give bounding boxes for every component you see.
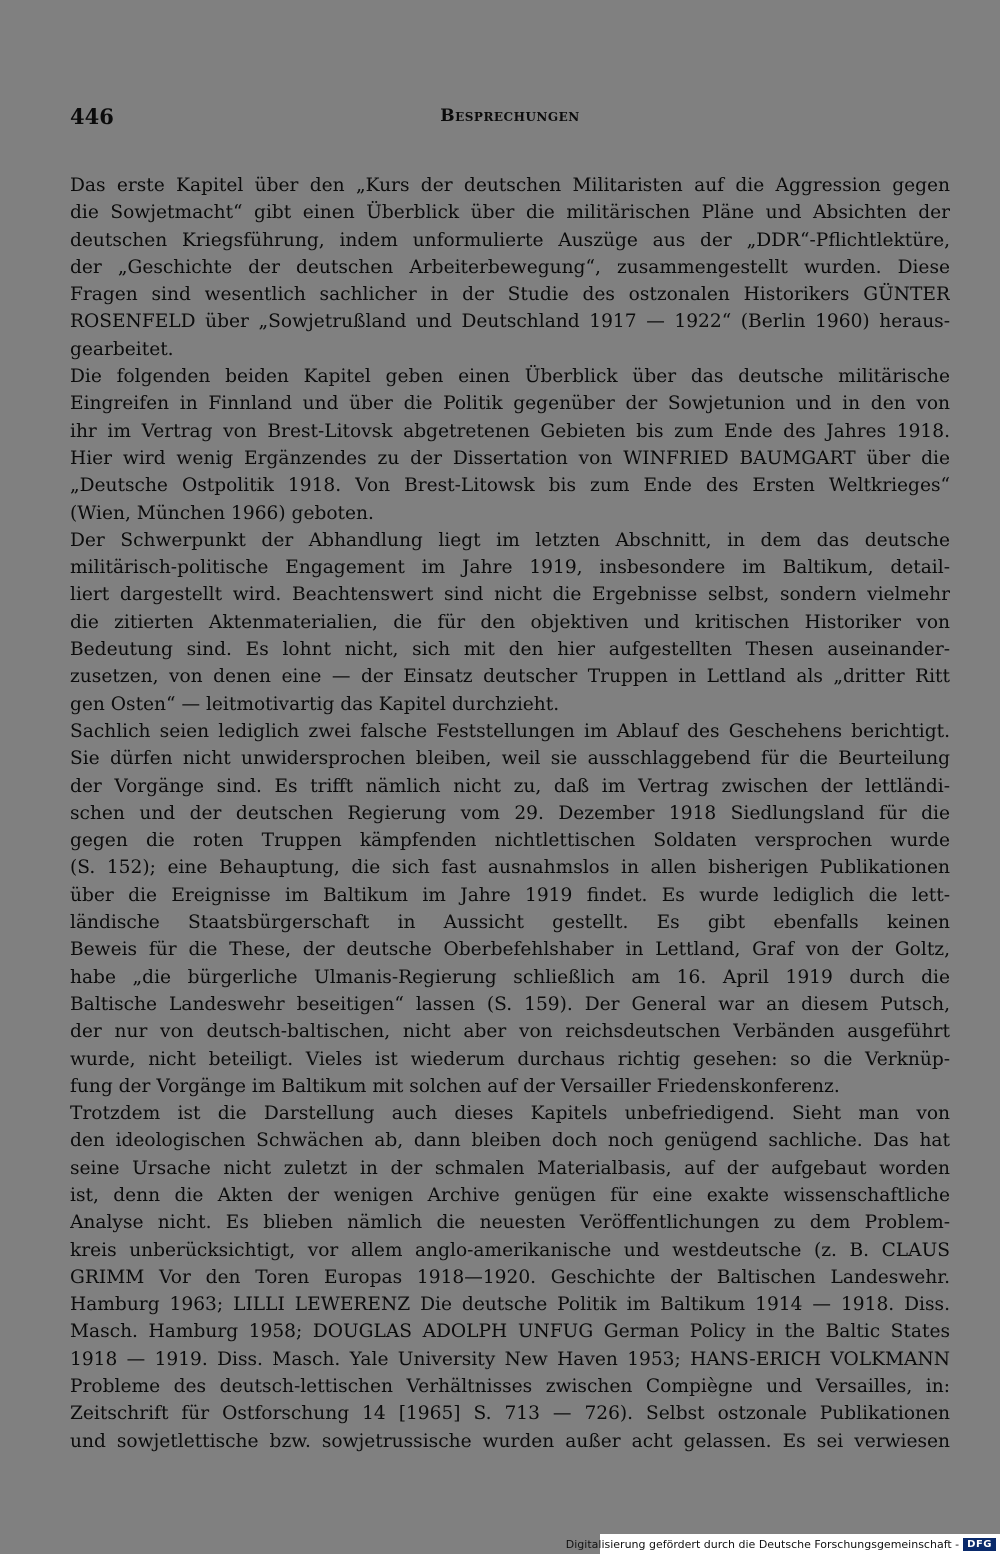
text-line: die zitierten Aktenmaterialien, die für den objektiven und kritischen Historiker von (70, 611, 950, 633)
digitization-footer (565, 1534, 1000, 1554)
text-line: GRIMM Vor den Toren Europas 1918—1920. Geschichte der Baltischen Landeswehr. (70, 1266, 950, 1288)
text-line: ländische Staatsbürgerschaft in Aussicht gestellt. Es gibt ebenfalls keinen (70, 912, 950, 934)
text-line: militärisch-politische Engagement im Jahre 1919, insbesondere im Baltikum, detail- (70, 557, 950, 579)
text-line: den ideologischen Schwächen ab, dann bleiben doch noch genügend sachliche. Das hat (70, 1130, 950, 1152)
text-line: der Vorgänge sind. Es trifft nämlich nicht zu, daß im Vertrag zwischen der lettländi- (70, 775, 950, 797)
text-line: gearbeitet. (70, 338, 174, 360)
text-line: Das erste Kapitel über den „Kurs der deutschen Militaristen auf die Aggression gegen (70, 175, 950, 196)
text-line: deutschen Kriegsführung, indem unformulierte Auszüge aus der „DDR“-Pflichtlektüre, (70, 229, 950, 251)
text-line: gegen die roten Truppen kämpfenden nichtlettischen Soldaten versprochen wurde (70, 830, 950, 852)
text-line: Die folgenden beiden Kapitel geben einen Überblick über das deutsche militärische (70, 366, 950, 388)
text-line: und sowjetlettische bzw. sowjetrussische wurden außer acht gelassen. Es sei verwiesen (70, 1430, 950, 1452)
text-line: „Deutsche Ostpolitik 1918. Von Brest-Litowsk bis zum Ende des Ersten Weltkrieges“ (70, 475, 950, 497)
text-line: habe „die bürgerliche Ulmanis-Regierung schließlich am 16. April 1919 durch die (70, 966, 950, 988)
text-line: Hamburg 1963; LILLI LEWERENZ Die deutsche Politik im Baltikum 1914 — 1918. Diss. (70, 1294, 950, 1316)
text-line: zusetzen, von denen eine — der Einsatz deutscher Truppen in Lettland als „dritter Ritt (70, 666, 950, 688)
text-line: Beweis für die These, der deutsche Oberbefehlshaber in Lettland, Graf von der Goltz, (70, 939, 950, 961)
text-line: über die Ereignisse im Baltikum im Jahre 1919 findet. Es wurde lediglich die lett- (70, 884, 950, 906)
text-line: ROSENFELD über „Sowjetrußland und Deutschland 1917 — 1922“ (Berlin 1960) heraus- (70, 311, 950, 333)
text-line: kreis unberücksichtigt, vor allem anglo-amerikanische und westdeutsche (z. B. CLAUS (70, 1239, 950, 1261)
text-line: schen und der deutschen Regierung vom 29. Dezember 1918 Siedlungsland für die (70, 802, 950, 824)
text-line: Eingreifen in Finnland und über die Politik gegenüber der Sowjetunion und in den von (70, 393, 950, 415)
page-header (70, 104, 950, 138)
text-line: seine Ursache nicht zuletzt in der schmalen Materialbasis, auf der aufgebaut worden (70, 1157, 950, 1179)
text-line: liert dargestellt wird. Beachtenswert sind nicht die Ergebnisse selbst, sondern vielmehr (70, 584, 950, 606)
text-line: die Sowjetmacht“ gibt einen Überblick über die militärischen Pläne und Absichten der (70, 202, 950, 224)
text-line: wurde, nicht beteiligt. Vieles ist wiederum durchaus richtig gesehen: so die Verknüp- (70, 1048, 950, 1070)
text-line: Masch. Hamburg 1958; DOUGLAS ADOLPH UNFUG German Policy in the Baltic States (70, 1321, 950, 1343)
funding-notice: Digitalisierung gefördert durch die Deutsche Forschungsgemeinschaft - (565, 1537, 960, 1551)
dfg-logo: DFG (963, 1538, 996, 1551)
text-line: fung der Vorgänge im Baltikum mit solchen auf der Versailler Friedenskonferenz. (70, 1075, 840, 1097)
text-line: Fragen sind wesentlich sachlicher in der Studie des ostzonalen Historikers GÜNTER (70, 284, 950, 306)
text-line: Trotzdem ist die Darstellung auch dieses Kapitels unbefriedigend. Sieht man von (70, 1103, 950, 1125)
running-head: Besprechungen (440, 106, 580, 126)
text-line: Sie dürfen nicht unwidersprochen bleiben, weil sie ausschlaggebend für die Beurteilung (70, 748, 950, 770)
text-line: Bedeutung sind. Es lohnt nicht, sich mit den hier aufgestellten Thesen auseinander- (70, 639, 950, 661)
text-line: (S. 152); eine Behauptung, die sich fast ausnahmslos in allen bisherigen Publikationen (70, 857, 950, 879)
text-line: Der Schwerpunkt der Abhandlung liegt im letzten Abschnitt, in dem das deutsche (70, 529, 950, 551)
text-line: Probleme des deutsch-lettischen Verhältnisses zwischen Compiègne und Versailles, in: (70, 1376, 950, 1398)
text-line: Hier wird wenig Ergänzendes zu der Dissertation von WINFRIED BAUMGART über die (70, 447, 950, 469)
body-text (70, 172, 950, 1455)
text-line: 1918 — 1919. Diss. Masch. Yale University New Haven 1953; HANS-ERICH VOLKMANN (70, 1348, 950, 1370)
text-line: ihr im Vertrag von Brest-Litovsk abgetretenen Gebieten bis zum Ende des Jahres 1918. (70, 420, 950, 442)
text-line: Baltische Landeswehr beseitigen“ lassen (S. 159). Der General war an diesem Putsch, (70, 993, 950, 1015)
text-line: der nur von deutsch-baltischen, nicht aber von reichsdeutschen Verbänden ausgeführt (70, 1021, 950, 1043)
text-line: gen Osten“ — leitmotivartig das Kapitel durchzieht. (70, 693, 560, 715)
page-number: 446 (70, 104, 114, 129)
text-line: Sachlich seien lediglich zwei falsche Feststellungen im Ablauf des Geschehens berichtigt. (70, 720, 950, 742)
text-line: ist, denn die Akten der wenigen Archive genügen für eine exakte wissenschaftliche (70, 1184, 950, 1206)
text-line: der „Geschichte der deutschen Arbeiterbewegung“, zusammengestellt wurden. Diese (70, 256, 950, 278)
text-line: Zeitschrift für Ostforschung 14 [1965] S. 713 — 726). Selbst ostzonale Publikationen (70, 1403, 950, 1425)
text-line: Analyse nicht. Es blieben nämlich die neuesten Veröffentlichungen zu dem Problem- (70, 1212, 950, 1234)
text-line: (Wien, München 1966) geboten. (70, 502, 374, 524)
